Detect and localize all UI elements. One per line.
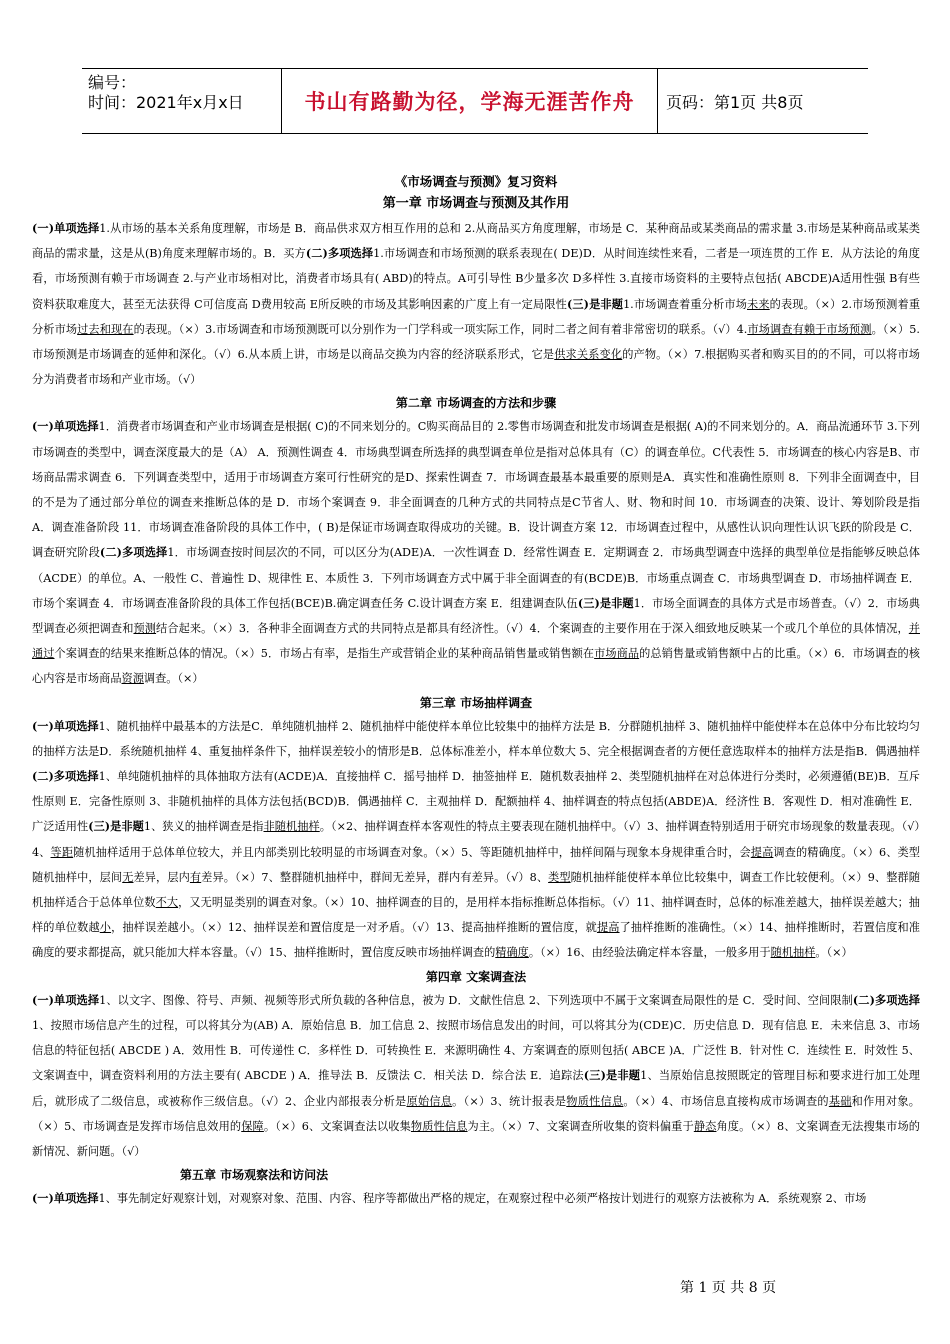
text-run: ，抽样误差越小。（×）12、抽样误差和置信度是一对矛盾。（√）13、提高抽样推断的置信度，就	[111, 921, 597, 935]
underlined-term: 精确度	[495, 946, 529, 960]
underlined-term: 小	[99, 921, 112, 935]
underlined-term: 保障	[241, 1119, 264, 1133]
text-run: 随机抽样适用于总体单位较大，并且内部类别比较明显的市场调查对象。（×）5、等距随机抽样中，抽样间隔与现象本身规律重合时，会	[73, 845, 751, 859]
time-label: 时间：2021年x月x日	[88, 93, 244, 112]
underlined-term: 等距	[50, 845, 74, 859]
chapter-4-body	[32, 988, 920, 1164]
text-run: 1.市场调查着重分析市场	[623, 297, 748, 311]
text-run: 个案调查的结果来推断总体的情况。（×）5．市场占有率，是指生产或营销企业的某种商品销售量或销售额在	[54, 647, 595, 661]
section-label: (二)多项选择	[99, 545, 168, 560]
chapter-title-3: 第三章 市场抽样调查	[419, 695, 533, 710]
text-run: 角度。（×）8、文案调查无法搜集市场的新情况、新问题。（√）	[32, 1119, 920, 1158]
underlined-term: 随机抽样	[770, 946, 816, 960]
underlined-term: 预测	[133, 622, 157, 636]
section-label: (一)单项选择	[32, 1191, 99, 1206]
text-run: 了抽样推断的准确性。（×）14、抽样推断时，若置信度和准确度的要求都提高，就只能加大样本容量。（√）15、抽样推断时，置信度反映市场抽样调查的	[32, 921, 920, 960]
underlined-term: 类型	[548, 870, 571, 884]
underlined-term: 非随机抽样	[263, 820, 320, 834]
underlined-term: 市场调查有赖于市场预测	[747, 322, 872, 336]
header-page-info	[658, 69, 868, 133]
text-run: 1．市场调查按时间层次的不同，可以区分为(ADE)A．一次性调查 D．经常性调查 E．定期调查 2．市场典型调查中选择的典型单位是指能够反映总体（ACDE）的单位。A、一般性 C、普遍性 D、规律性 E、本质性 3．下列市场调查方式中属于非全面调查的有(BCDE)B．市场重点调查 C．市场典型调查 D．市场抽样调查 E．市场个案调查 4．市场调查准备阶段的具体工作包括(BCE)B.确定调查任务 C.设计调查方案 E．组建调查队伍	[32, 546, 920, 610]
section-label: (三)是非题	[577, 595, 634, 610]
text-run: 1、随机抽样中最基本的方法是C．单纯随机抽样 2、随机抽样中能使样本单位比较集中的抽样方法是 B．分群随机抽样 3、随机抽样中能使样本在总体中分布比较均匀的抽样方法是D．系统随机抽样 4、重复抽样条件下，抽样误差较小的情形是B．总体标准差小，样本单位数大 5、完全根据调查者的方便任意选取样本的抽样方法是指B．偶遇抽样	[32, 719, 920, 758]
underlined-term: 资源	[121, 672, 144, 686]
text-run: 1、事先制定好观察计划，对观察对象、范围、内容、程序等都做出严格的规定，在观察过程中必须严格按计划进行的观察方法被称为 A．系统观察 2、市场	[98, 1192, 867, 1206]
text-run: 差异，层内	[133, 870, 190, 884]
section-label: (二)多项选择	[852, 992, 920, 1007]
underlined-term: 静态	[693, 1119, 717, 1133]
text-run: 的产物。（×）7.根据购买者和购买目的的不同，可以将市场分为消费者市场和产业市场。（√）	[32, 348, 920, 387]
text-run: 差异。（×）7、整群随机抽样中，群间无差异，群内有差异。（√）8、	[201, 870, 549, 884]
underlined-term: 提高	[596, 921, 620, 935]
text-run: 调查。（×）	[143, 672, 204, 686]
page-header	[82, 68, 868, 134]
underlined-term: 原始信息	[406, 1094, 453, 1108]
text-run: 。（×）4、市场信息直接构成市场调查的	[623, 1094, 829, 1108]
underlined-term: 基础	[828, 1094, 852, 1108]
chapter-2-body	[32, 414, 920, 691]
number-label: 编号：	[88, 73, 137, 92]
text-run: 。（×）16、由经验法确定样本容量，一般多用于	[528, 946, 771, 960]
document-body	[32, 172, 920, 1211]
underlined-term: 物质性信息	[410, 1119, 468, 1133]
chapter-title-1: 第一章 市场调查与预测及其作用	[382, 196, 570, 211]
page-footer: 第 1 页 共 8 页	[680, 1280, 777, 1296]
section-label: (三)是非题	[566, 296, 624, 311]
chapter-title-2: 第二章 市场调查的方法和步骤	[395, 396, 557, 411]
text-run: 1、按照市场信息产生的过程，可以将其分为(AB) A．原始信息 B．加工信息 2、按照市场信息发出的时间，可以将其分为(CDE)C．历史信息 D．现有信息 E．未来信息 3、市场信息的特征包括( ABCDE ) A．效用性 B．可传递性 C．多样性 D．可转换性 E．来源明确性 4、方案调查的原则包括( ABCE )A．广泛性 B．针对性 C．连续性 E．时效性 5、文案调查中，调查资料利用的方法主要有( ABCDE ) A．推导法 B．反馈法 C．相关法 D．综合法 E．追踪法	[32, 1018, 920, 1083]
text-run: 的表现。（×）2.市场预测着重分析市场	[32, 297, 921, 336]
section-label: (三)是非题	[88, 819, 144, 834]
text-run: 1．市场全面调查的具体方式是市场普查。（√）2．市场典型调查必须把调查和	[32, 596, 920, 636]
text-run: 。（×）5.市场预测是市场调查的延伸和深化。（√）6.从本质上讲，市场是以商品交换为内容的经济联系形式，它是	[32, 322, 920, 362]
text-run: 1.市场调查和市场预测的联系表现在( DE)D．从时间连续性来看，二者是一项连贯的工作 E．从方法论的角度看，市场预测有赖于市场调查 2.与产业市场相对比，消费者市场具有( ABD)的特点。A可引导性 B少量多次 D多样性 3.直接市场资料的主要特点包括( ABCDE)A适用性强 B有些资料获取难度大，甚至无法获得 C可信度高 D费用较高 E所反映的市场及其影响因素的广度上有一定局限性	[32, 247, 920, 311]
section-label: (二)多项选择	[32, 769, 99, 784]
text-run: 的总销售量或销售额中占的比重。（×）6．市场调查的核心内容是市场商品	[32, 647, 920, 686]
underlined-term: 供求关系变化	[554, 348, 623, 362]
underlined-term: 过去和现在	[77, 322, 134, 336]
text-run: 结合起来。（×）3．各种非全面调查方式的共同特点是都具有经济性。（√）4．个案调查的主要作用在于深入细致地反映某一个或几个单位的具体情况，	[156, 622, 909, 636]
text-run: 。（×2、抽样调查样本客观性的特点主要表现在随机抽样中。（√）3、抽样调查特别适用于研究市场现象的数量表现。（√）4、	[32, 820, 920, 859]
text-run: 1、单纯随机抽样的具体抽取方法有(ACDE)A．直接抽样 C．摇号抽样 D．抽签抽样 E．随机数表抽样 2、类型随机抽样在对总体进行分类时，必须遵循(BE)B．互斥性原则 E．完备性原则 3、非随机抽样的具体方法包括(BCD)B．偶遇抽样 C．主观抽样 D．配额抽样 4、抽样调查的特点包括(ABDE)A．经济性 B．客观性 D．相对准确性 E．广泛适用性	[32, 770, 920, 834]
chapter-5-body	[32, 1186, 920, 1211]
text-run: 1、当原始信息按照既定的管理目标和要求进行加工处理后，就形成了二级信息，或被称作三级信息。（√）2、企业内部报表分析是	[32, 1069, 920, 1108]
text-run: 。（×）3、统计报表是	[452, 1094, 567, 1108]
section-label: (一)单项选择	[32, 221, 100, 235]
text-run: 为主。（×）7、文案调查所收集的资料偏重于	[467, 1119, 694, 1133]
underlined-term: 有	[189, 870, 202, 884]
chapter-1-body	[32, 216, 920, 392]
text-run: 随机抽样能使样本单位比较集中，调查工作比较便利。（×）9、整群随机抽样适合于总体单位数	[32, 870, 920, 910]
doc-title: 《市场调查与预测》复习资料	[394, 174, 558, 189]
underlined-term: 并通过	[32, 622, 920, 661]
header-motto-cell	[282, 69, 658, 133]
text-run: 。（×）	[815, 946, 853, 960]
chapter-title-4: 第四章 文案调查法	[425, 969, 527, 984]
header-meta	[82, 69, 282, 133]
text-run: ，又无明显类别的调查对象。（×）10、抽样调查的目的，是用样本指标推断总体指标。（√）11、抽样调查时，总体的标准差越大，抽样误差越大；抽样的单位数越	[32, 896, 920, 935]
text-run: 的表现。（×）3.市场调查和市场预测既可以分别作为一门学科或一项实际工作，同时二者之间有着非常密切的联系。（√）4.	[133, 322, 748, 336]
text-run: 和作用对象。（×）5、市场调查是发挥市场信息效用的	[32, 1094, 920, 1133]
underlined-term: 提高	[750, 845, 774, 859]
chapter-title-5: 第五章 市场观察法和访问法	[180, 1168, 329, 1183]
underlined-term: 物质性信息	[566, 1094, 624, 1108]
chapter-3-body	[32, 714, 920, 966]
text-run: 调查的精确度。（×）6、类型随机抽样中，层间	[32, 845, 920, 884]
underlined-term: 不大	[155, 896, 179, 910]
section-label: (一)单项选择	[32, 419, 99, 434]
section-label: (一)单项选择	[32, 992, 100, 1007]
page-info: 页码：第1页 共8页	[666, 92, 804, 112]
text-run: 1、以文字、图像、符号、声频、视频等形式所负载的各种信息，被为 D．文献性信息 2、下列选项中不属于文案调查局限性的是 C．受时间、空间限制	[99, 993, 853, 1007]
underlined-term: 无	[122, 870, 134, 884]
section-label: (一)单项选择	[32, 718, 99, 733]
text-run: 1、狭义的抽样调查是指	[143, 820, 264, 834]
motto: 书山有路勤为径，学海无涯苦作舟	[304, 90, 635, 114]
text-run: 1．消费者市场调查和产业市场调查是根据( C)的不同来划分的。C购买商品目的 2.零售市场调查和批发市场调查是根据( A)的不同来划分的。A．商品流通环节 3.下列市场调查的类型中，调查深度最大的是（A） A．预测性调查 4．市场典型调查所选择的典型调查单位是指对总体具有（C）的调查单位。C代表性 5．市场调查的核心内容是B、市场商品需求调查 6．下列调查类型中，适用于市场调查方案可行性研究的是D、探索性调查 7．市场调查最基本最重要的原则是A．真实性和准确性原则 8．下列非全面调查中，目的不是为了通过部分单位的调查来推断总体的是 D．市场个案调查 9．非全面调查的几种方式的共同特点是C节省人、财、物和时间 10．市场调查的决策、设计、筹划阶段是指 A．调查准备阶段 11．市场调查准备阶段的具体工作中，( B)是保证市场调查取得成功的关键。B．设计调查方案 12．市场调查过程中，从感性认识向理性认识飞跃的阶段是 C．调查研究阶段	[32, 420, 921, 560]
text-run: 。（×）6、文案调查法以收集	[263, 1119, 411, 1133]
section-label: (三)是非题	[583, 1068, 641, 1083]
underlined-term: 市场商品	[594, 647, 640, 661]
text-run: 1.从市场的基本关系角度理解，市场是 B．商品供求双方相互作用的总和 2.从商品买方角度理解，市场是 C．某种商品或某类商品的需求量 3.市场是某种商品或某类商品的需求量，这是从(B)角度来理解市场的。B．买方	[32, 222, 920, 261]
section-label: (二)多项选择	[305, 246, 374, 261]
underlined-term: 未来	[747, 297, 770, 311]
